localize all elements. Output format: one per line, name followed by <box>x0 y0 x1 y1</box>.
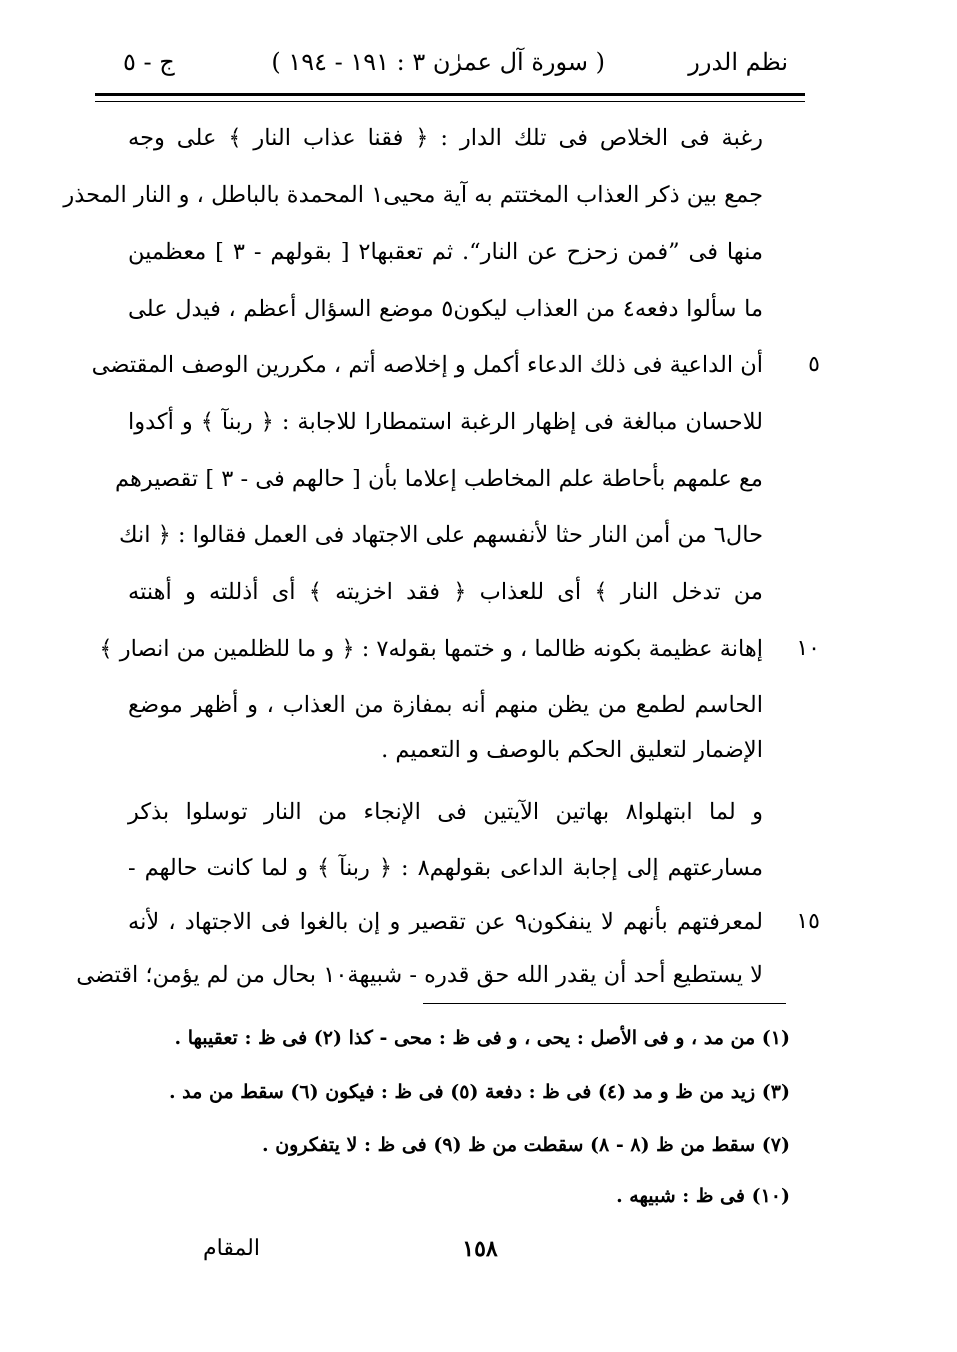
text-line: منها فى ”فمن زحزح عن النار“. ثم تعقبها٢ [ بقولهم - ٣ ] معظمين <box>128 239 764 265</box>
text-line: أن الداعية فى ذلك الدعاء أكمل و إخلاصه أتم ، مكررين الوصف المقتضى <box>91 352 763 378</box>
text-line: لمعرفتهم بأنهم لا ينفكون٩ عن تقصير و إن بالغوا فى الاجتهاد ، لأنه <box>128 909 763 935</box>
text-line: من تدخل النار ﴾ أى للعذاب ﴿ فقد اخزيته ﴾ أى أذللته و أهنته <box>128 579 763 605</box>
book-title: نظم الدرر <box>688 48 788 76</box>
text-line: للاحسان مبالغة فى إظهار الرغبة استمطارا للاجابة : ﴿ ربنآ ﴾ و أكدوا <box>128 409 763 435</box>
footnote-rule <box>423 1003 786 1004</box>
text-line: حال٦ من أمن النار حثا لأنفسهم على الاجتهاد فى العمل فقالوا : ﴿ انك <box>118 522 763 548</box>
volume-label: ج - ٥ <box>123 48 175 76</box>
line-number: ١٠ <box>796 636 820 661</box>
line-number: ٥ <box>808 352 820 377</box>
text-line: و لما ابتهلوا٨ بهاتين الآيتين فى الإنجاء من النار توسلوا بذكر <box>128 799 763 825</box>
text-line: لا يستطيع أحد أن يقدر الله حق قدره - شبيهة١٠ بحال من لم يؤمن؛ اقتضى <box>76 962 763 988</box>
text-line: الإضمار لتعليق الحكم بالوصف و التعميم . <box>381 737 763 763</box>
text-line: ما سألوا دفعه٤ من العذاب ليكون٥ موضع السؤال أعظم ، فيدل على <box>128 296 763 322</box>
page-header <box>95 48 800 88</box>
line-number: ١٥ <box>796 909 820 934</box>
footnote: (٧) سقط من ظ (٨ - ٨) سقطت من ظ (٩) فى ظ : لا يتفكرون . <box>261 1134 790 1156</box>
header-rule <box>95 93 805 96</box>
text-line: رغبة فى الخلاص فى تلك الدار : ﴿ فقنا عذاب النار ﴾ على وجه <box>128 125 763 151</box>
text-line: إهانة عظيمة بكونه ظالما ، و ختمها بقوله٧ : ﴿ و ما للظلمين من انصار ﴾ <box>99 636 763 662</box>
header-rule-thin <box>95 101 805 102</box>
text-line: مع علمهم بأحاطة علم المخاطب إعلاما بأن [ حالهم فى - ٣ ] تقصيرهم <box>114 466 763 492</box>
running-footer: المقام <box>203 1236 260 1261</box>
footnote: (١) من مد ، و فى الأصل : يحى ، و فى ظ : محى - كذا (٢) فى ظ : تعقيبها . <box>174 1027 790 1049</box>
text-line: مسارعتهم إلى إجابة الداعى بقولهم٨ : ﴿ ربنآ ﴾ و لما كانت حالهم - <box>128 855 763 881</box>
text-line: جمع بين ذكر العذاب المختتم به آية محيى١ المحمدة بالباطل ، و النار المحذر <box>63 182 763 208</box>
footnote: (٣) زيد من ظ و مد (٤) فى ظ : دفعة (٥) فى ظ : فيكون (٦) سقط من مد . <box>168 1081 790 1103</box>
footnote: (١٠) فى ظ : شبيهه . <box>616 1185 790 1207</box>
surah-reference: ( سورة آل عمرٰن ٣ : ١٩١ - ١٩٤ ) <box>271 48 605 76</box>
page-number: ١٥٨ <box>462 1236 498 1262</box>
text-line: الحاسم لطمع من يظن منهم أنه بمفازة من العذاب ، و أظهر موضع <box>128 692 763 718</box>
